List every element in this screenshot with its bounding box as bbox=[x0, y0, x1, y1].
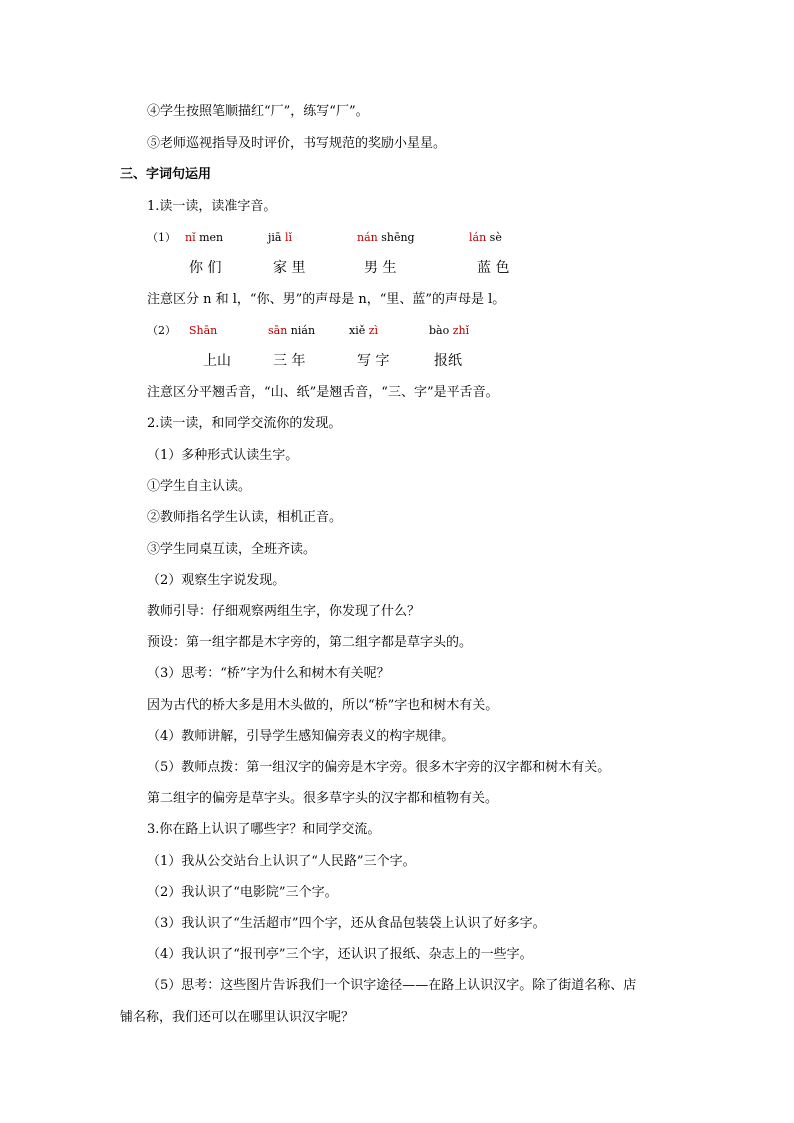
question-2: 2.读一读，和同学交流你的发现。 bbox=[147, 416, 342, 431]
pinyin-label-1: （1） bbox=[147, 231, 176, 244]
q2-item-4: （4）教师讲解，引导学生感知偏旁表义的构字规律。 bbox=[147, 729, 455, 744]
chars-jia-li: 家 里 bbox=[273, 260, 306, 276]
section-heading-3: 三、字词句运用 bbox=[120, 167, 212, 182]
q2-item-2: （2）观察生字说发现。 bbox=[147, 573, 286, 588]
q2-item-1b: ②教师指名学生认读，相机正音。 bbox=[147, 510, 343, 525]
chars-xie-zi: 写 字 bbox=[357, 353, 390, 369]
q2-item-3: （3）思考：“桥”字为什么和树木有关呢？ bbox=[147, 666, 390, 681]
pinyin-shan: Shān bbox=[189, 324, 218, 337]
bridge-reason: 因为古代的桥大多是用木头做的，所以“桥”字也和树木有关。 bbox=[147, 698, 499, 713]
pinyin-ni-men: nǐ men bbox=[185, 231, 224, 244]
q3-item-4: （4）我认识了“报刊亭”三个字，还认识了报纸、杂志上的一些字。 bbox=[147, 947, 533, 962]
pinyin-lan-se: lán sè bbox=[469, 231, 502, 244]
chars-nan-sheng: 男 生 bbox=[364, 260, 397, 276]
pinyin-nan-sheng: nán shēng bbox=[357, 231, 415, 244]
q2-item-5: （5）教师点拨：第一组汉字的偏旁是木字旁。很多木字旁的汉字都和树木有关。 bbox=[147, 760, 611, 775]
pinyin-label-2: （2） bbox=[147, 324, 176, 337]
q2-item-1c: ③学生同桌互读，全班齐读。 bbox=[147, 542, 317, 557]
chars-san-nian: 三 年 bbox=[273, 353, 306, 369]
note-n-l: 注意区分 n 和 l，“你、男”的声母是 n，“里、蓝”的声母是 l。 bbox=[147, 292, 506, 307]
preset-answer: 预设：第一组字都是木字旁的，第二组字都是草字头的。 bbox=[147, 635, 473, 650]
teacher-guide: 教师引导：仔细观察两组生字，你发现了什么？ bbox=[147, 604, 421, 619]
step-5-evaluate: ⑤老师巡视指导及时评价，书写规范的奖励小星星。 bbox=[147, 136, 447, 151]
question-1: 1.读一读，读准字音。 bbox=[147, 199, 277, 214]
q3-item-5-line1: （5）思考：这些图片告诉我们一个识字途径——在路上认识汉字。除了街道名称、店 bbox=[147, 978, 637, 993]
q3-item-5-line2: 铺名称，我们还可以在哪里认识汉字呢？ bbox=[120, 1010, 355, 1025]
pinyin-xie-zi: xiě zì bbox=[349, 324, 379, 337]
pinyin-jia-li: jiā lǐ bbox=[268, 231, 293, 244]
pinyin-bao-zhi: bào zhǐ bbox=[429, 324, 470, 337]
q2-item-1a: ①学生自主认读。 bbox=[147, 479, 252, 494]
chars-shang-shan: 上山 bbox=[203, 353, 231, 369]
chars-bao-zhi: 报纸 bbox=[434, 353, 462, 369]
chars-ni-men: 你 们 bbox=[189, 260, 222, 276]
step-4-trace: ④学生按照笔顺描红“厂”，练写“厂”。 bbox=[147, 104, 369, 119]
q2-item-5b: 第二组字的偏旁是草字头。很多草字头的汉字都和植物有关。 bbox=[147, 791, 499, 806]
q3-item-1: （1）我从公交站台上认识了“人民路”三个字。 bbox=[147, 854, 416, 869]
q3-item-3: （3）我认识了“生活超市”四个字，还从食品包装袋上认识了好多字。 bbox=[147, 916, 546, 931]
chars-lan-se: 蓝 色 bbox=[477, 260, 510, 276]
note-flat-curled: 注意区分平翘舌音，“山、纸”是翘舌音，“三、字”是平舌音。 bbox=[147, 385, 499, 400]
pinyin-san-nian: sān nián bbox=[268, 324, 316, 337]
q2-item-1: （1）多种形式认读生字。 bbox=[147, 448, 299, 463]
q3-item-2: （2）我认识了“电影院”三个字。 bbox=[147, 885, 338, 900]
question-3: 3.你在路上认识了哪些字？和同学交流。 bbox=[147, 822, 381, 837]
